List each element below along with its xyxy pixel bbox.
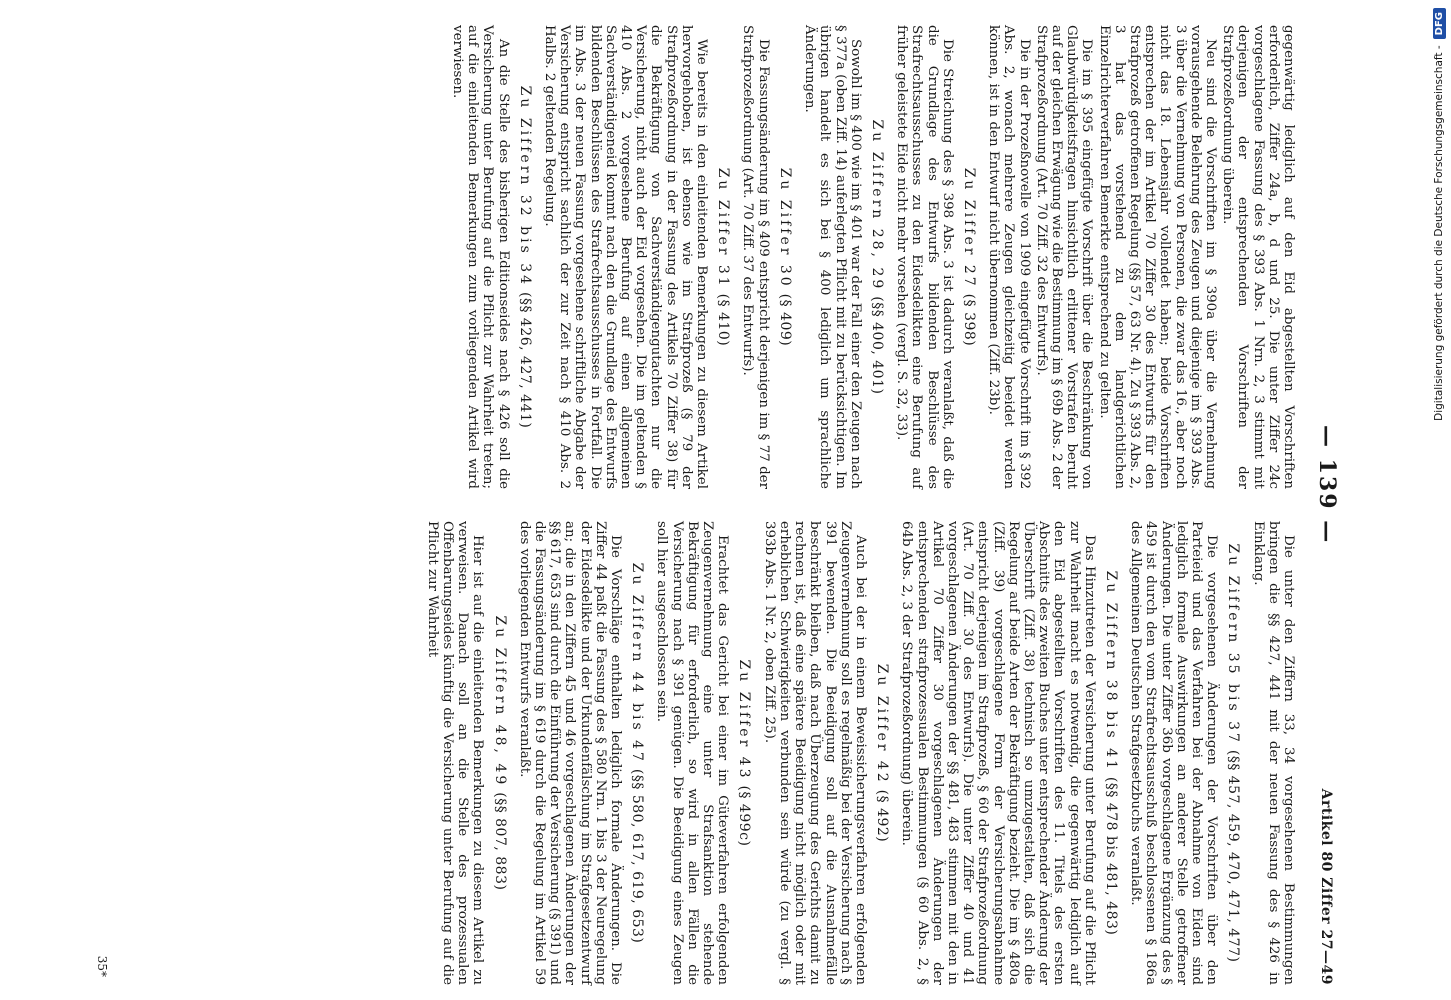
paragraph: Hier ist auf die einleitenden Bemerkungen zu diesem Artikel zu verweisen. Danach soll an die Stelle des prozessualen Offenbarungseides künftig die Versicherung unter Berufung auf die Pflicht zur Wahrheit xyxy=(424,521,486,985)
paragraph: Erachtet das Gericht bei einer im Güteverfahren erfolgenden Zeugenvernehmung eine unter Strafsanktion stehende Bekräftigung für erforderlich, so wird in allen Fällen die Versicherung nach § 391 genügen. Die Beeidigung eines Zeugen soll hier ausgeschlossen sein. xyxy=(654,521,731,985)
section-heading-lead: Zu Ziffern 32 bis 34 xyxy=(516,85,533,288)
paragraph: gegenwärtig lediglich auf den Eid abgestellten Vorschriften erforderlich, Ziffer 24a, b, d und 25. Die unter Ziffer 24c vorgeschlagene Fassung des § 393 Abs. 1 Nrn. 2, 3 stimmt mit derjenigen der entsprechenden Vorschriften der Strafprozeßordnung überein. xyxy=(1220,25,1296,489)
section-heading-reference: (§§ 807, 883) xyxy=(491,792,508,891)
paragraph: An die Stelle des bisherigen Editionseides nach § 426 soll die Versicherung unter Berufung auf die Pflicht zur Wahrheit treten; auf die einleitenden Bemerkungen zum vorliegenden Artikel wird verwiesen. xyxy=(450,25,511,489)
paragraph: Wie bereits in den einleitenden Bemerkungen zu diesem Artikel hervorgehoben, ist ebenso wie im Strafprozeß (§ 79 der Strafprozeßordnung in der Fassung des Artikels 70 Ziffer 38) für die Bekräftigung von Sachverständigengutachten nur die Versicherung, nicht auch der Eid vorgesehen. Die im geltenden § 410 Abs. 2 vorgesehene Berufung auf einen allgemeinen Sachverständigeneid kommt nach den die Grundlage des Entwurfs bildenden Beschlüssen des Strafrechtsausschusses in Fortfall. Die im Abs. 3 der neuen Fassung vorgesehene schriftliche Abgabe der Versicherung entspricht sachlich der zur Zeit nach § 410 Abs. 2 Halbs. 2 geltenden Regelung. xyxy=(542,25,710,489)
paragraph: Die unter den Ziffern 33, 34 vorgesehenen Bestimmungen bringen die §§ 427, 441 mit der neuen Fassung des § 426 in Einklang. xyxy=(1250,521,1296,985)
section-heading-lead: Zu Ziffer 31 xyxy=(715,167,732,289)
paragraph: Sowohl im § 400 wie im § 401 war der Fall einer den Zeugen nach § 377a (oben Ziff. 14) auferlegten Pflicht mit zu berücksichtigen. Im übrigen handelt es sich bei § 400 lediglich um sprachliche Änderungen. xyxy=(802,25,863,489)
section-heading xyxy=(874,521,889,985)
sheet-signature: 35* xyxy=(95,955,109,977)
section-heading-lead: Zu Ziffern 44 bis 47 xyxy=(629,562,646,764)
paragraph: Das Hinzutreten der Versicherung unter Berufung auf die Pflicht zur Wahrheit macht es notwendig, die gegenwärtig lediglich auf den Eid abgestellten Vorschriften des 11. Titels des ersten Abschnitts des zweiten Buches unter entsprechender Änderung der Überschrift (Ziff. 38) technisch so umzugestalten, daß sich die Regelung auf beide Arten der Bekräftigung bezieht. Die im § 480a (Ziff. 39) vorgeschlagene Form der Versicherungsabnahme entspricht derjenigen im Strafprozeß, § 60 der Strafprozeßordnung (Art. 70 Ziff. 30 des Entwurfs). Die unter Ziffer 40 und 41 vorgeschlagenen Änderungen der §§ 481, 483 stimmen mit den in Artikel 70 Ziffer 30 vorgeschlagenen Änderungen der entsprechenden strafprozessualen Bestimmungen (§ 60 Abs. 2, § 64b Abs. 2, 3 der Strafprozeßordnung) überein. xyxy=(899,521,1097,985)
section-heading xyxy=(777,25,792,489)
section-heading-lead: Zu Ziffer 30 xyxy=(776,167,793,289)
paragraph: Die Fassungsänderung im § 409 entspricht derjenigen im § 77 der Strafprozeßordnung (Art. 70 Ziff. 37 des Entwurfs). xyxy=(740,25,771,489)
section-heading xyxy=(715,25,730,489)
dfg-logo: DFG xyxy=(1433,8,1446,39)
section-heading xyxy=(1103,521,1118,985)
section-heading-lead: Zu Ziffern 28, 29 xyxy=(868,119,885,292)
section-heading-lead: Zu Ziffer 42 xyxy=(874,663,891,785)
section-heading-reference: (§§ 426, 427, 441) xyxy=(516,291,533,429)
rotated-document-page xyxy=(95,25,1340,985)
section-heading-lead: Zu Ziffer 43 xyxy=(736,659,753,781)
paragraph: Die Streichung des § 398 Abs. 3 ist dadurch veranlaßt, daß die die Grundlage des Entwurfs bildenden Beschlüsse des Strafrechtsausschusses zu den Eidesdelikten eine Berufung auf früher geleistete Eide nicht mehr vorsehen (vergl. S. 32, 33). xyxy=(894,25,955,489)
section-heading-reference: (§§ 478 bis 481, 483) xyxy=(1102,776,1119,936)
section-heading-lead: Zu Ziffern 35 bis 37 xyxy=(1225,543,1242,745)
section-heading-reference: (§ 409) xyxy=(776,293,793,347)
paragraph: Neu sind die Vorschriften im § 390a über die Vernehmung vorausgehende Belehrung des Zeugen und diejenige im § 393 Abs. 3 über die Vernehmung von Personen, die zwar das 16., aber noch nicht das 18. Lebensjahr vollendet haben; beide Vorschriften entsprechen der im Artikel 70 Ziffer 30 des Entwurfs für den Strafprozeß getroffenen Regelung (§§ 57, 63 Nr. 4). Zu § 393 Abs. 2, 3 hat das vorstehend zu dem landgerichtlichen Einzelrichterverfahren Bemerkte entsprechend zu gelten. xyxy=(1096,25,1218,489)
right-column xyxy=(106,521,1296,985)
section-heading xyxy=(1225,521,1240,985)
running-head xyxy=(1304,25,1340,985)
paragraph: Die im § 395 eingefügte Vorschrift über die Beschränkung von Glaubwürdigkeitsfragen hinsichtlich erlittener Vorstrafen beruht auf der gleichen Erwägung wie die Bestimmung im § 69b Abs. 2 der Strafprozeßordnung (Art. 70 Ziff. 32 des Entwurfs). xyxy=(1033,25,1095,489)
paragraph: Auch bei der in einem Beweissicherungsverfahren erfolgenden Zeugenvernehmung soll es regelmäßig bei der Versicherung nach § 391 bewenden. Die Beeidigung soll auf die Ausnahmefälle beschränkt bleiben, daß nach Überzeugung des Gerichts damit zu rechnen ist, daß eine spätere Beeidigung nicht möglich oder mit erheblichen Schwierigkeiten verbunden sein würde (zu vergl. § 393b Abs. 1 Nr. 2, oben Ziff. 25). xyxy=(761,521,868,985)
section-heading-reference: (§§ 580, 617, 619, 653) xyxy=(629,768,646,944)
section-heading-reference: (§§ 457, 459, 470, 471, 477) xyxy=(1225,749,1242,963)
section-heading-lead: Zu Ziffern 38 bis 41 xyxy=(1102,570,1119,772)
section-heading-lead: Zu Ziffer 27 xyxy=(960,167,977,289)
article-heading: Artikel 80 Ziffer 27—49 xyxy=(1318,788,1334,985)
digitization-credit xyxy=(1403,8,1445,992)
section-heading-reference: (§ 398) xyxy=(960,293,977,347)
section-heading-reference: (§ 410) xyxy=(715,293,732,347)
section-heading-reference: (§ 499c) xyxy=(736,785,753,847)
section-heading xyxy=(517,25,532,489)
section-heading xyxy=(629,521,644,985)
section-heading xyxy=(491,521,506,985)
section-heading-lead: Zu Ziffern 48, 49 xyxy=(491,615,508,788)
section-heading xyxy=(736,521,751,985)
page-number: — 139 — xyxy=(1314,425,1340,545)
paragraph: Die Vorschläge enthalten lediglich formale Änderungen. Die Ziffer 44 paßt die Fassung des § 580 Nrn. 1 bis 3 der Neuregelung der Eidesdelikte und der Urkundenfälschung im Strafgesetzentwurf an; die in den Ziffern 45 und 46 vorgeschlagenen Änderungen der §§ 617, 653 sind durch die Einführung der Versicherung (§ 391) und die Fassungsänderung im § 619 durch die Regelung im Artikel 59 des vorliegenden Entwurfs veranlaßt. xyxy=(516,521,624,985)
credit-text: Digitalisierung gefördert durch die Deutsche Forschungsgemeinschaft - xyxy=(1433,45,1445,421)
section-heading-reference: (§§ 400, 401) xyxy=(868,296,885,395)
paragraph: Die vorgesehenen Änderungen der Vorschriften über den Parteieid und das Verfahren bei der Abnahme von Eiden sind lediglich formale Auswirkungen an anderer Stelle getroffener Änderungen. Die unter Ziffer 36b vorgeschlagene Ergänzung des § 459 ist durch den vom Strafrechtsausschuß beschlossenen § 186a des Allgemeinen Deutschen Strafgesetzbuchs veranlaßt. xyxy=(1128,521,1220,985)
section-heading xyxy=(869,25,884,489)
section-heading xyxy=(961,25,976,489)
text-columns xyxy=(106,25,1296,985)
left-column xyxy=(106,25,1296,489)
section-heading-reference: (§ 492) xyxy=(874,789,891,843)
paragraph: Die in der Prozeßnovelle von 1909 eingefügte Vorschrift im § 392 Abs. 2, wonach mehrere Zeugen gleichzeitig beeidet werden können, ist in den Entwurf nicht übernommen (Ziff. 23b). xyxy=(986,25,1032,489)
